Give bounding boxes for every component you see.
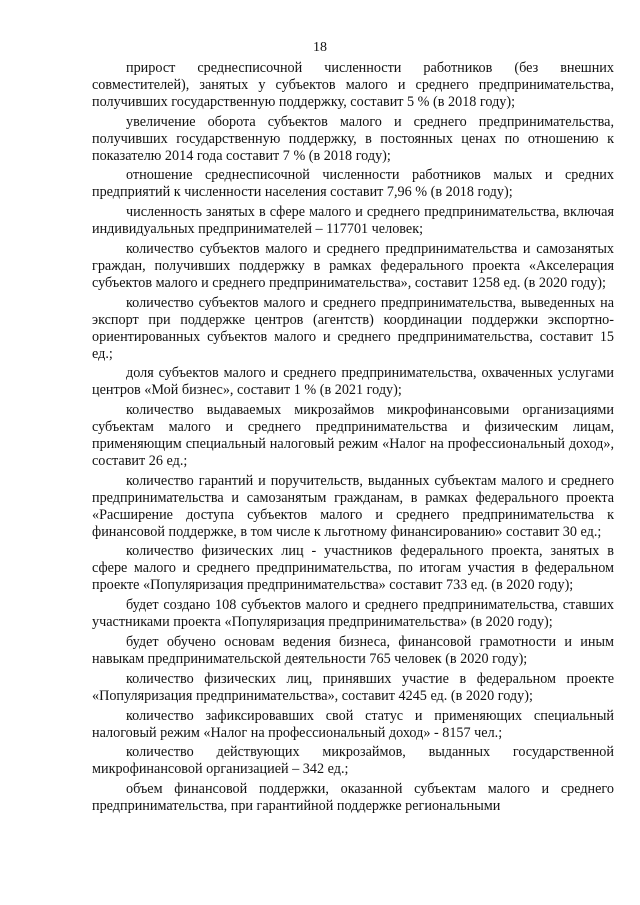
- paragraph: количество действующих микрозаймов, выданных государственной микрофинансовой организацией – 342 ед.;: [92, 744, 614, 778]
- paragraph: отношение среднесписочной численности работников малых и средних предприятий к численности населения составит 7,96 % (в 2018 году);: [92, 167, 614, 201]
- paragraph: доля субъектов малого и среднего предпринимательства, охваченных услугами центров «Мой бизнес», составит 1 % (в 2021 году);: [92, 365, 614, 399]
- paragraph: численность занятых в сфере малого и среднего предпринимательства, включая индивидуальных предпринимателей – 117701 человек;: [92, 204, 614, 238]
- paragraph: количество физических лиц - участников федерального проекта, занятых в сфере малого и среднего предпринимательства, по итогам участия в федеральном проекте «Популяризация предпринимательства» составит 733 ед. (в 2020 году);: [92, 543, 614, 594]
- paragraph: количество субъектов малого и среднего предпринимательства и самозанятых граждан, получивших поддержку в рамках федерального проекта «Акселерация субъектов малого и среднего предпринимательства», составит 1258 ед. (в 2020 году);: [92, 241, 614, 291]
- paragraph: прирост среднесписочной численности работников (без внешних совместителей), занятых у субъектов малого и среднего предпринимательства, получивших государственную поддержку, составит 5 % (в 2018 году);: [92, 60, 614, 110]
- paragraph: увеличение оборота субъектов малого и среднего предпринимательства, получивших государственную поддержку, в постоянных ценах по отношению к показателю 2014 года составит 7 % (в 2018 году);: [92, 113, 614, 164]
- paragraph: количество зафиксировавших свой статус и применяющих специальный налоговый режим «Налог на профессиональный доход» - 8157 чел.;: [92, 707, 614, 741]
- paragraph: количество физических лиц, принявших участие в федеральном проекте «Популяризация предпринимательства», составит 4245 ед. (в 2020 году);: [92, 670, 614, 704]
- page-number: 18: [313, 40, 327, 55]
- document-body: [92, 60, 614, 818]
- paragraph: количество гарантий и поручительств, выданных субъектам малого и среднего предпринимательства и самозанятым гражданам, в рамках федерального проекта «Расширение доступа субъектов малого и среднего предпринимательства к финансовой поддержке, в том числе к льготному финансированию» составит 30 ед.;: [92, 472, 614, 540]
- paragraph: объем финансовой поддержки, оказанной субъектам малого и среднего предпринимательства, при гарантийной поддержке региональными: [92, 781, 614, 815]
- paragraph: количество субъектов малого и среднего предпринимательства, выведенных на экспорт при поддержке центров (агентств) координации поддержки экспортно-ориентированных субъектов малого и среднего предпринимательства, составит 15 ед.;: [92, 294, 614, 362]
- paragraph: будет создано 108 субъектов малого и среднего предпринимательства, ставших участниками проекта «Популяризация предпринимательства» (в 2020 году);: [92, 597, 614, 631]
- paragraph: будет обучено основам ведения бизнеса, финансовой грамотности и иным навыкам предпринимательской деятельности 765 человек (в 2020 году);: [92, 634, 614, 667]
- paragraph: количество выдаваемых микрозаймов микрофинансовыми организациями субъектам малого и среднего предпринимательства и физическим лицам, применяющим специальный налоговый режим «Налог на профессиональный доход», составит 26 ед.;: [92, 402, 614, 469]
